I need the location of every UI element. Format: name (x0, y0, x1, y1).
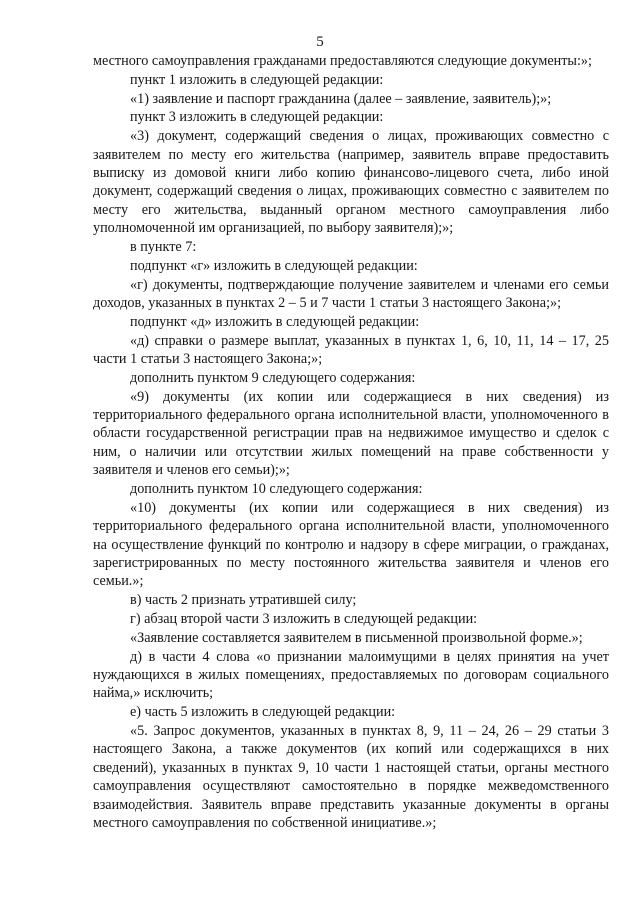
paragraph-part-3-text: «Заявление составляется заявителем в письменной произвольной форме.»; (130, 629, 583, 646)
paragraph-part-4-amend: д) в части 4 слова «о признании малоимущими в целях принятия на учет нуждающихся в жилых помещениях, предоставляемых по договорам социального найма,» исключить; (93, 648, 609, 702)
paragraph-item-9-text: «9) документы (их копии или содержащиеся в них сведения) из территориального федерального органа исполнительной власти, уполномоченного в области государственной регистрации прав на недвижимое имущество и сделок с ним, о наличии или отсутствии жилых помещений на праве собственности у заявителя и членов его семьи);»; (93, 388, 609, 479)
paragraph-part-2-repeal: в) часть 2 признать утратившей силу; (130, 592, 357, 609)
paragraph-item-10-text: «10) документы (их копии или содержащиеся в них сведения) из территориального федерального органа исполнительной власти, уполномоченного на осуществление функций по контролю и надзору в сфере миграции, о гражданах, зарегистрированных по месту постоянного жительства заявителя и членов его семьи.»; (93, 499, 609, 590)
paragraph-subitem-d-text: «д) справки о размере выплат, указанных в пунктах 1, 6, 10, 11, 14 – 17, 25 части 1 статьи 3 настоящего Закона;»; (93, 332, 609, 368)
paragraph-item-1-text: «1) заявление и паспорт гражданина (далее – заявление, заявитель);»; (130, 90, 552, 107)
paragraph-amend-item-1: пункт 1 изложить в следующей редакции: (130, 71, 384, 88)
document-body (93, 52, 609, 832)
paragraph-amend-subitem-g: подпункт «г» изложить в следующей редакции: (130, 257, 418, 274)
paragraph-amend-item-3: пункт 3 изложить в следующей редакции: (130, 109, 384, 126)
paragraph-part-5-text: «5. Запрос документов, указанных в пунктах 8, 9, 11 – 24, 26 – 29 статьи 3 настоящего Закона, а также документов (их копий или содержащихся в них сведений), указанных в пунктах 9, 10 части 1 настоящей статьи, органы местного самоуправления осуществляют самостоятельно в порядке межведомственного взаимодействия. Заявитель вправе представить указанные документы в органы местного самоуправления по собственной инициативе.»; (93, 723, 609, 832)
paragraph-amend-subitem-d: подпункт «д» изложить в следующей редакции: (130, 313, 420, 330)
paragraph-continuation: местного самоуправления гражданами предоставляются следующие документы:»; (93, 53, 592, 69)
paragraph-item-3-text: «3) документ, содержащий сведения о лицах, проживающих совместно с заявителем по месту его жительства (например, заявитель вправе предоставить выписку из домовой книги либо копию финансово-лицевого счета, либо иной документ, содержащий сведения о лицах, проживающих совместно с заявителем по месту его жительства, выданный органом местного самоуправления либо уполномоченной им организацией, по выбору заявителя);»; (93, 128, 609, 237)
paragraph-amend-part-5: е) часть 5 изложить в следующей редакции: (130, 704, 396, 721)
page-number: 5 (316, 34, 324, 50)
paragraph-subitem-g-text: «г) документы, подтверждающие получение заявителем и членами его семьи доходов, указанных в пунктах 2 – 5 и 7 части 1 статьи 3 настоящего Закона;»; (93, 276, 609, 312)
paragraph-add-item-10: дополнить пунктом 10 следующего содержания: (130, 481, 423, 498)
paragraph-amend-part-3: г) абзац второй части 3 изложить в следующей редакции: (130, 611, 478, 628)
paragraph-add-item-9: дополнить пунктом 9 следующего содержания: (130, 369, 416, 386)
paragraph-item-7-heading: в пункте 7: (130, 239, 197, 256)
